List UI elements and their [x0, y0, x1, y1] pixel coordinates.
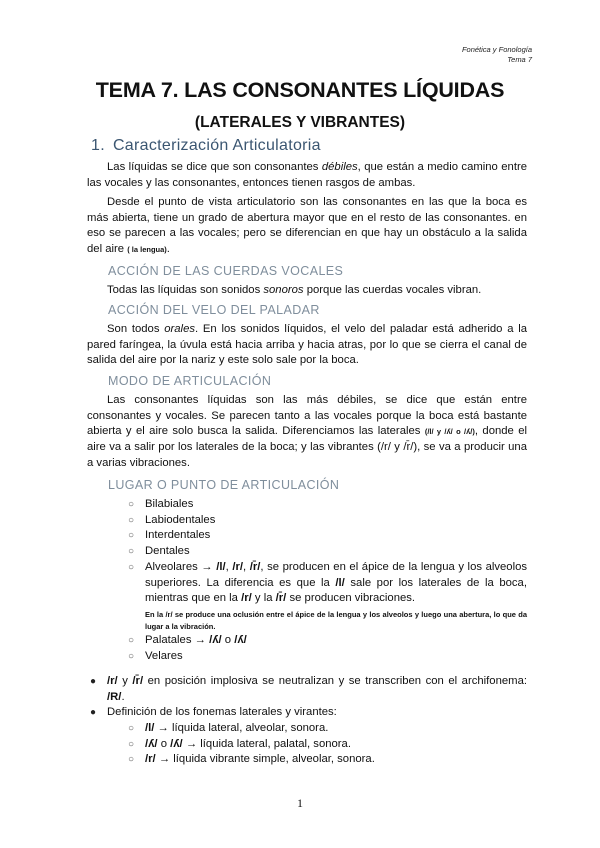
section-title: Caracterización Articulatoria: [112, 137, 321, 154]
main-bullet-list: [90, 674, 527, 721]
header-subject: Fonética y Fonología: [461, 45, 532, 54]
bullet-icon: ●: [90, 676, 97, 687]
list-item: ○ Dentales: [128, 544, 527, 560]
circle-bullet-icon: ○: [128, 530, 135, 542]
list-item: ○ /ʎ/ o /ʎ/ → líquida lateral, palatal, sonora.: [128, 737, 527, 753]
paragraph-liquidas-debiles: Las líquidas se dice que son consonantes débiles, que están a medio camino entre las vocales y las consonantes, entonces tienen rasgos de ambas.: [87, 161, 528, 189]
paragraph-modo: Las consonantes líquidas son las más débiles, se dice que están entre consonantes y vocales. Se parecen tanto a las vocales porque la boca está bastante abierta y el aire solo busca la salida. Diferenciamos las laterales (/l/ y /ʎ/ o /ʎ/), donde el aire va a salir por los laterales de la boca; y las vibrantes (/r/ y /r̄/), se va a producir una a varias vibraciones.: [87, 394, 528, 469]
running-header: [462, 45, 532, 65]
circle-bullet-icon: ○: [128, 634, 135, 646]
list-item: ○ /r/ → líquida vibrante simple, alveolar, sonora.: [128, 752, 527, 768]
document-title: TEMA 7. LAS CONSONANTES LÍQUIDAS: [95, 78, 505, 102]
alveolares-note: En la /r/ se produce una oclusión entre el ápice de la lengua y los alveolos y luego una abertura, lo que da lugar a la vibración.: [145, 609, 527, 631]
list-item-alveolares: ○ Alveolares → /l/, /r/, /r̄/, se producen en el ápice de la lengua y los alveolos superiores. La diferencia es que la /l/ sale por los laterales de la boca, mientras que en la /r/ y la /r̄/ se producen vibraciones. En la /r/ se produce una oclusión entre el ápice de la lengua y los alveolos y luego una abertura, lo que da lugar a la vibración.: [128, 560, 528, 631]
paragraph-orales: Son todos orales. En los sonidos líquidos, el velo del paladar está adherido a la pared faríngea, la úvula está hacia arriba y hacia atras, por lo que se cierra el canal de salida del aire por la nariz y este solo sale por la boca.: [87, 323, 528, 367]
circle-bullet-icon: ○: [128, 723, 135, 734]
list-item-archifonema: ● /r/ y /r̄/ en posición implosiva se neutralizan y se transcriben con el archifonema: /R/.: [90, 675, 527, 703]
circle-bullet-icon: ○: [128, 754, 135, 766]
list-item: ○ Labiodentales: [128, 513, 527, 529]
circle-bullet-icon: ○: [128, 650, 135, 662]
list-item: ○ Interdentales: [128, 528, 527, 544]
list-item-palatales: ○ Palatales → /ʎ/ o /ʎ/: [128, 633, 527, 649]
circle-bullet-icon: ○: [128, 738, 135, 750]
heading-cuerdas-vocales: ACCIÓN DE LAS CUERDAS VOCALES: [108, 264, 344, 278]
paragraph-punto-articulatorio: Desde el punto de vista articulatorio son las consonantes en las que la boca es más abierta, tiene un grado de abertura mayor que en el resto de las consonantes. en eso se parecen a las vocales; pero se diferencian en que hay un obstáculo a la salida del aire ( la lengua).: [87, 196, 527, 256]
lugar-list: [128, 497, 527, 664]
paragraph-sonoros: Todas las líquidas son sonidos sonoros porque las cuerdas vocales vibran.: [107, 284, 482, 296]
section-heading: [91, 137, 321, 155]
circle-bullet-icon: ○: [128, 514, 135, 526]
page-number: 1: [297, 796, 303, 810]
circle-bullet-icon: ○: [128, 499, 135, 510]
header-topic: Tema 7: [507, 55, 532, 64]
document-subtitle: (LATERALES Y VIBRANTES): [194, 114, 406, 131]
list-item: ○ Bilabiales: [128, 497, 527, 513]
list-item-velares: ○ Velares: [128, 649, 527, 665]
list-item-definicion: ● Definición de los fonemas laterales y virantes:: [90, 705, 527, 721]
heading-modo-articulacion: MODO DE ARTICULACIÓN: [108, 374, 272, 388]
circle-bullet-icon: ○: [128, 546, 135, 558]
heading-lugar-articulacion: LUGAR O PUNTO DE ARTICULACIÓN: [108, 478, 340, 492]
section-number: 1.: [91, 137, 105, 154]
heading-velo-paladar: ACCIÓN DEL VELO DEL PALADAR: [108, 303, 320, 317]
list-item: ○ /l/ → líquida lateral, alveolar, sonora.: [128, 721, 527, 737]
circle-bullet-icon: ○: [128, 561, 135, 573]
definitions-list: [128, 721, 527, 768]
bullet-icon: ●: [90, 707, 97, 719]
